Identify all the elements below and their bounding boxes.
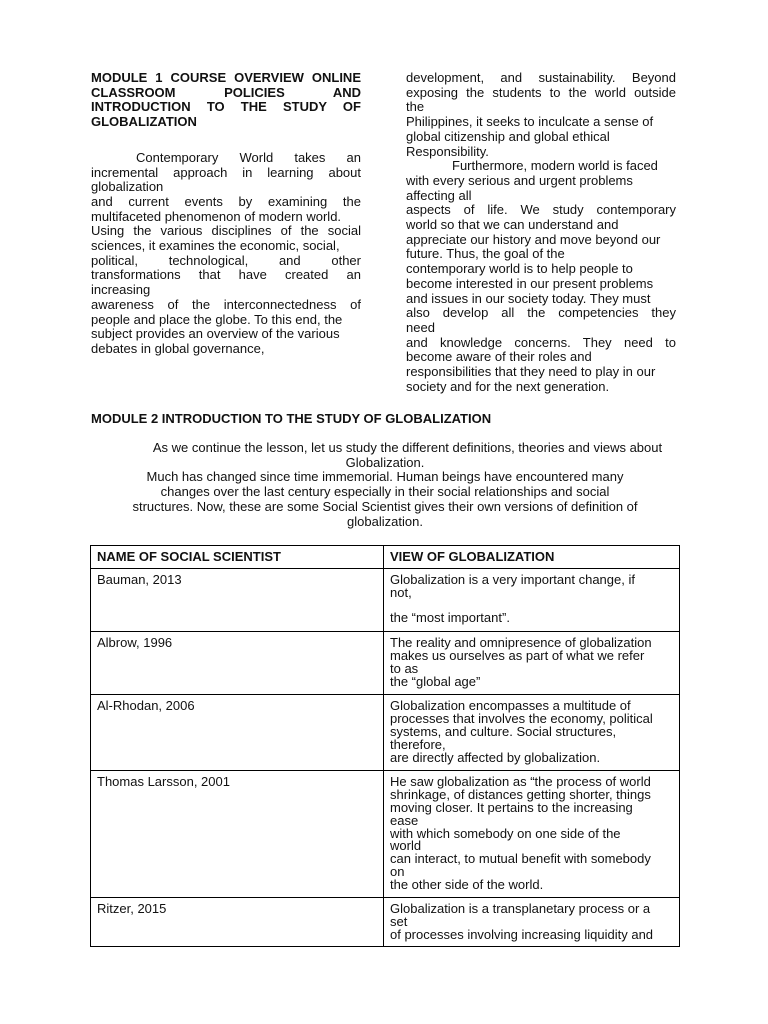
body-line: exposing the students to the world outside — [406, 84, 676, 100]
body-line: with every serious and urgent problems — [406, 172, 633, 188]
body-line: development, and sustainability. Beyond — [406, 70, 676, 85]
view-line: makes us ourselves as part of what we refer — [390, 647, 645, 663]
view-line: systems, and culture. Social structures, — [390, 723, 617, 739]
body-line: global citizenship and global ethical — [406, 128, 610, 144]
table-row — [91, 770, 680, 897]
view-line: world — [390, 838, 422, 854]
intro-line: Globalization. — [345, 454, 425, 470]
view-line: therefore, — [390, 736, 446, 752]
module1-right-column — [406, 71, 676, 394]
view-line: the other side of the world. — [390, 877, 544, 893]
table-row — [91, 568, 680, 631]
body-line: incremental approach in learning about — [91, 164, 361, 180]
table-row — [91, 694, 680, 770]
view-line: Globalization encompasses a multitude of — [390, 697, 631, 713]
module1-title-line: GLOBALIZATION — [91, 114, 197, 130]
scientist-name-cell: Thomas Larsson, 2001 — [91, 770, 384, 897]
module1-left-column — [91, 71, 361, 357]
body-line: people and place the globe. To this end, the — [91, 311, 343, 327]
view-cell — [384, 568, 680, 631]
view-line: to as — [390, 660, 419, 676]
view-cell — [384, 770, 680, 897]
body-line: and knowledge concerns. They need to — [406, 334, 676, 350]
view-line: The reality and omnipresence of globalization — [390, 634, 652, 650]
body-line: also develop all the competencies they — [406, 305, 676, 321]
body-line: subject provides an overview of the various — [91, 326, 340, 342]
view-line: of processes involving increasing liquidity and — [390, 926, 654, 942]
module1-title-line: CLASSROOM POLICIES AND — [91, 84, 361, 100]
body-line: debates in global governance, — [91, 340, 265, 356]
module1-left-body — [91, 151, 361, 357]
body-line: and issues in our society today. They must — [406, 290, 651, 306]
intro-line: globalization. — [347, 513, 423, 529]
view-cell — [384, 631, 680, 694]
body-line: transformations that have created an — [91, 267, 361, 283]
body-line: globalization — [91, 179, 164, 195]
view-line: moving closer. It pertains to the increasing — [390, 799, 633, 815]
view-line: can interact, to mutual benefit with somebody — [390, 851, 651, 867]
view-line: the “global age” — [390, 673, 481, 689]
body-line: political, technological, and other — [91, 252, 361, 268]
view-cell — [384, 897, 680, 946]
view-line: processes that involves the economy, political — [390, 710, 653, 726]
view-line: ease — [390, 812, 419, 828]
body-line: Contemporary World takes an — [136, 149, 361, 165]
body-line: appreciate our history and move beyond our — [406, 231, 661, 247]
view-line: Globalization is a very important change, if — [390, 571, 635, 587]
globalization-views-table — [90, 545, 680, 947]
scientist-name-cell: Al-Rhodan, 2006 — [91, 694, 384, 770]
body-line: Philippines, it seeks to inculcate a sense of — [406, 114, 654, 130]
intro-line: As we continue the lesson, let us study the different definitions, theories and views about — [152, 440, 663, 455]
body-line: aspects of life. We study contemporary — [406, 202, 676, 218]
view-line: on — [390, 864, 405, 880]
module1-title-line: MODULE 1 COURSE OVERVIEW ONLINE — [91, 70, 361, 85]
view-line: He saw globalization as “the process of world — [390, 773, 651, 789]
intro-line: Much has changed since time immemorial. Human beings have encountered many — [146, 469, 624, 485]
scientist-name-cell: Ritzer, 2015 — [91, 897, 384, 946]
body-line: society and for the next generation. — [406, 378, 610, 394]
view-line: set — [390, 913, 408, 929]
view-line: with which somebody on one side of the — [390, 825, 621, 841]
body-line: world so that we can understand and — [406, 217, 619, 233]
body-line: the — [406, 99, 425, 115]
body-line: Using the various disciplines of the social — [91, 223, 361, 239]
module1-title — [91, 71, 361, 130]
header-name-of-social-scientist: NAME OF SOCIAL SCIENTIST — [91, 546, 384, 569]
view-line: shrinkage, of distances getting shorter, things — [390, 786, 651, 802]
body-line: become interested in our present problems — [406, 275, 654, 291]
body-line: sciences, it examines the economic, social, — [91, 238, 340, 254]
module2-intro — [91, 441, 679, 529]
body-line: and current events by examining the — [91, 193, 361, 209]
body-line: future. Thus, the goal of the — [406, 246, 565, 262]
body-line: contemporary world is to help people to — [406, 261, 633, 277]
body-line: affecting all — [406, 187, 472, 203]
body-line: awareness of the interconnectedness of — [91, 296, 361, 312]
scientist-name-cell: Bauman, 2013 — [91, 568, 384, 631]
intro-line: structures. Now, these are some Social Scientist gives their own versions of definition of — [132, 498, 638, 514]
body-line: responsibilities that they need to play in our — [406, 364, 656, 380]
body-line: multifaceted phenomenon of modern world. — [91, 208, 342, 224]
view-cell — [384, 694, 680, 770]
body-line: Furthermore, modern world is faced — [452, 158, 658, 174]
view-line: not, — [390, 584, 412, 600]
intro-line: changes over the last century especially in their social relationships and social — [160, 484, 610, 500]
table-row — [91, 897, 680, 946]
view-line: Globalization is a transplanetary process or a — [390, 900, 651, 916]
body-line: Responsibility. — [406, 143, 489, 159]
body-line: become aware of their roles and — [406, 349, 592, 365]
table-header-row — [91, 546, 680, 569]
table-row — [91, 631, 680, 694]
body-line: increasing — [91, 282, 151, 298]
header-view-of-globalization: VIEW OF GLOBALIZATION — [384, 546, 680, 569]
body-line: need — [406, 319, 435, 335]
view-line: are directly affected by globalization. — [390, 749, 601, 765]
module2-title: MODULE 2 INTRODUCTION TO THE STUDY OF GLOBALIZATION — [91, 411, 492, 426]
module1-title-line: INTRODUCTION TO THE STUDY OF — [91, 99, 361, 115]
scientist-name-cell: Albrow, 1996 — [91, 631, 384, 694]
view-line: the “most important”. — [390, 609, 510, 625]
